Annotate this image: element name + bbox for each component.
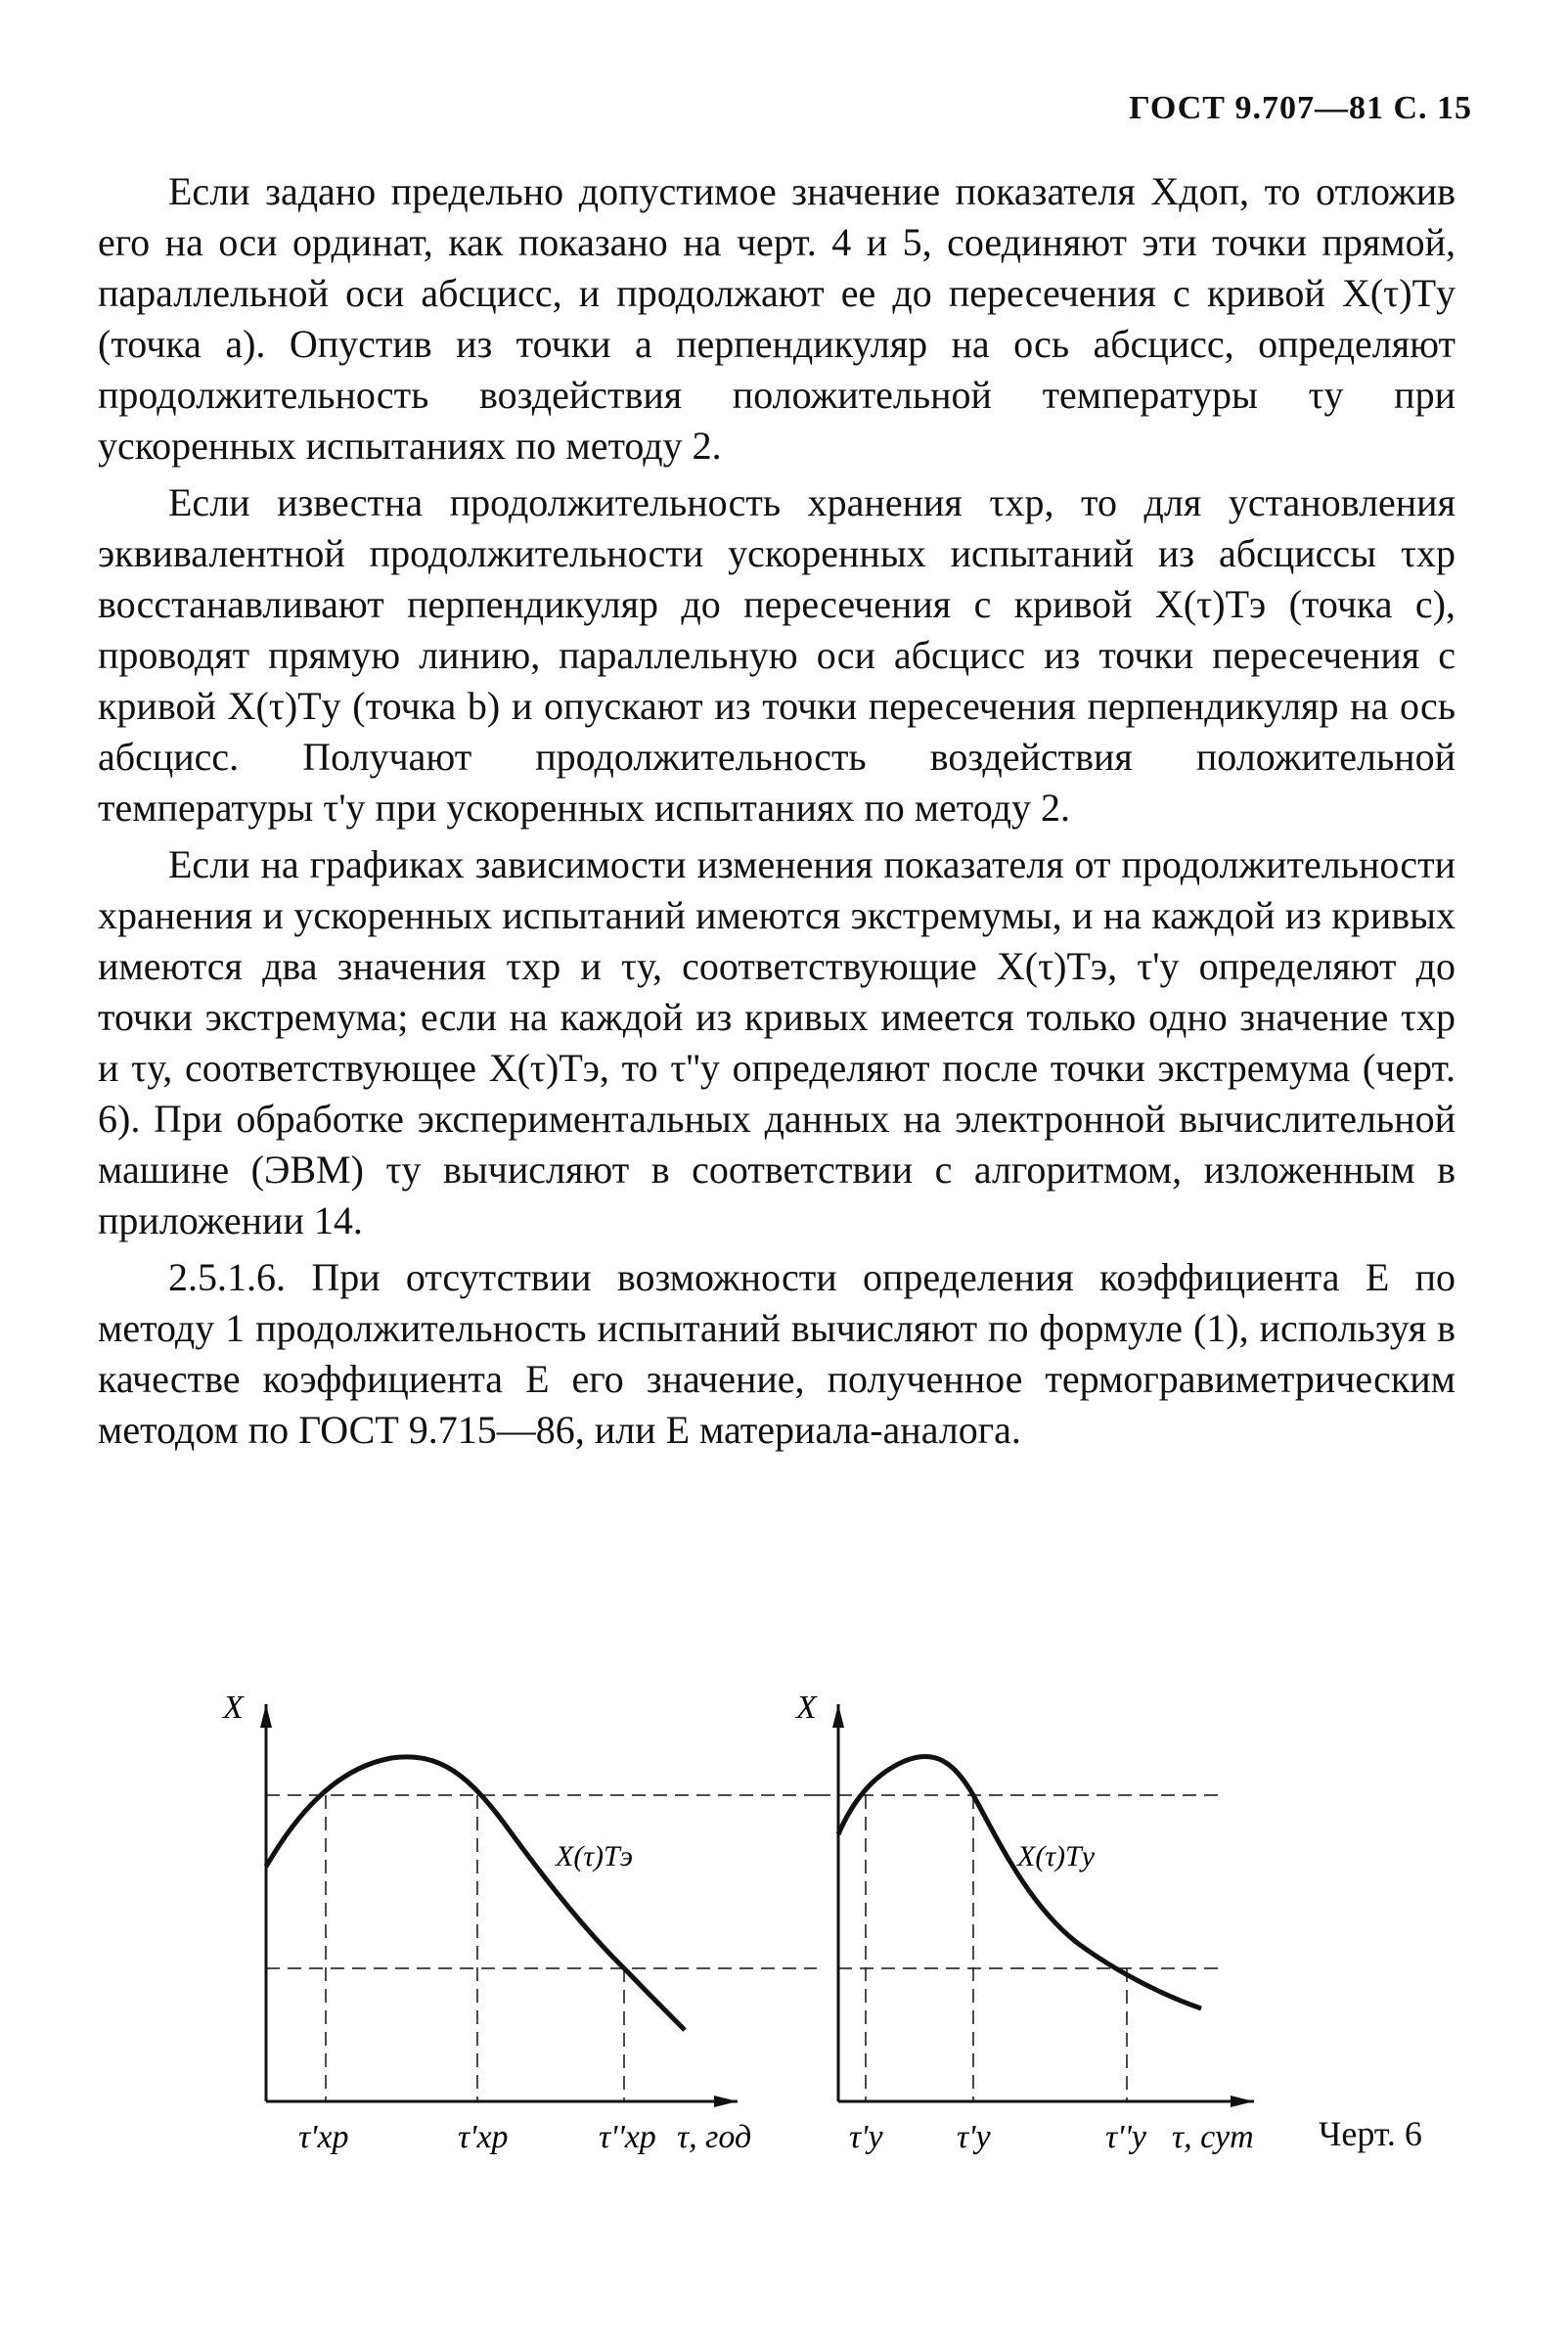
body-text [98, 166, 1456, 1456]
left-tick-label-3: τ''хр [599, 2119, 656, 2155]
left-y-arrow [260, 1704, 272, 1728]
right-curve-label: X(τ)Tу [1017, 1840, 1096, 1872]
figure-caption: Черт. 6 [1319, 2114, 1422, 2153]
left-tick-label-1: τ'хр [298, 2119, 349, 2155]
right-tick-label-1: τ'у [849, 2119, 883, 2155]
right-curve [838, 1756, 1201, 2008]
right-y-label: X [796, 1690, 817, 1726]
left-x-arrow [714, 2096, 738, 2107]
paragraph-1: Если задано предельно допустимое значение показателя Xдоп, то отложив его на оси ординат, как показано на черт. 4 и 5, соединяют эти точки прямой, параллельной оси абсцисс, и продолжают ее до пересечения с кривой X(τ)Tу (точка a). Опустив из точки a перпендикуляр на ось абсцисс, определяют продолжительность воздействия положительной температуры τу при ускоренных испытаниях по методу 2. [98, 169, 1456, 468]
right-axis-label: τ, сут [1172, 2119, 1254, 2155]
right-chart [817, 1704, 1254, 2107]
left-curve [266, 1757, 685, 2030]
right-tick-label-2: τ'у [957, 2119, 991, 2155]
paragraph-2: Если известна продолжительность хранения τхр, то для установления эквивалентной продолжительности ускоренных испытаний из абсциссы τхр восстанавливают перпендикуляр до пересечения с кривой X(τ)Tэ (точка c), проводят прямую линию, параллельную оси абсцисс из точки пересечения с кривой X(τ)Tу (точка b) и опускают из точки пересечения перпендикуляр на ось абсцисс. Получают продолжительность воздействия положительной температуры τ'у при ускоренных испытаниях по методу 2. [98, 480, 1456, 830]
right-x-arrow [1231, 2096, 1254, 2107]
paragraph-3: Если на графиках зависимости изменения показателя от продолжительности хранения и ускоренных испытаний имеются экстремумы, и на каждой из кривых имеются два значения τхр и τу, соответствующие X(τ)Tэ, τ'у определяют до точки экстремума; если на каждой из кривых имеется только одно значение τхр и τу, соответствующее X(τ)Tэ, то τ''у определяют после точки экстремума (черт. 6). При обработке экспериментальных данных на электронной вычислительной машине (ЭВМ) τу вычисляют в соответствии с алгоритмом, изложенным в приложении 14. [98, 842, 1456, 1242]
left-curve-label: X(τ)Tэ [556, 1840, 633, 1872]
left-chart [260, 1704, 817, 2107]
paragraph-4: 2.5.1.6. При отсутствии возможности определения коэффициента E по методу 1 продолжительность испытаний вычисляют по формуле (1), используя в качестве коэффициента E его значение, полученное термогравиметрическим методом по ГОСТ 9.715—86, или E материала-аналога. [98, 1255, 1456, 1452]
right-y-arrow [832, 1704, 844, 1728]
right-tick-label-3: τ''у [1105, 2119, 1146, 2155]
page-header: ГОСТ 9.707—81 С. 15 [1129, 90, 1472, 126]
left-axis-label: τ, год [677, 2119, 752, 2155]
left-tick-label-2: τ'хр [458, 2119, 509, 2155]
left-y-label: X [223, 1690, 244, 1726]
